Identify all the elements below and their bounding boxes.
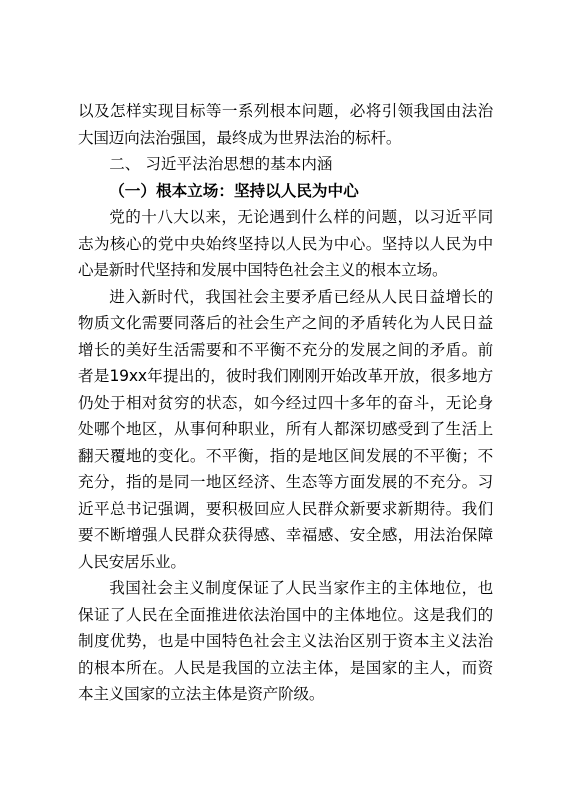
- paragraph-continuation: 以及怎样实现目标等一系列根本问题，必将引领我国由法治大国迈向法治强国，最终成为世界法治的标杆。: [78, 102, 493, 147]
- subsection-heading: （一）根本立场：坚持以人民为中心: [109, 181, 359, 200]
- body-paragraph: 进入新时代，我国社会主要矛盾已经从人民日益增长的物质文化需要同落后的社会生产之间的矛盾转化为人民日益增长的美好生活需要和不平衡不充分的发展之间的矛盾。前者是19xx年提出的，彼时我们刚刚开始改革开放，很多地方仍处于相对贫穷的状态，如今经过四十多年的奋斗，无论身处哪个地区，从事何种职业，所有人都深切感受到了生活上翻天覆地的变化。不平衡，指的是地区间发展的不平衡；不充分，指的是同一地区经济、生态等方面发展的不充分。习近平总书记强调，要积极回应人民群众新要求新期待。我们要不断增强人民群众获得感、幸福感、安全感，用法治保障人民安居乐业。: [78, 287, 493, 571]
- body-paragraph: 党的十八大以来，无论遇到什么样的问题，以习近平同志为核心的党中央始终坚持以人民为中心。坚持以人民为中心是新时代坚持和发展中国特色社会主义的根本立场。: [78, 208, 493, 279]
- document-body: [78, 98, 493, 708]
- body-paragraph: 我国社会主义制度保证了人民当家作主的主体地位，也保证了人民在全面推进依法治国中的主体地位。这是我们的制度优势，也是中国特色社会主义法治区别于资本主义法治的根本所在。人民是我国的立法主体，是国家的主人，而资本主义国家的立法主体是资产阶级。: [78, 579, 493, 703]
- section-heading: 二、 习近平法治思想的基本内涵: [109, 155, 333, 173]
